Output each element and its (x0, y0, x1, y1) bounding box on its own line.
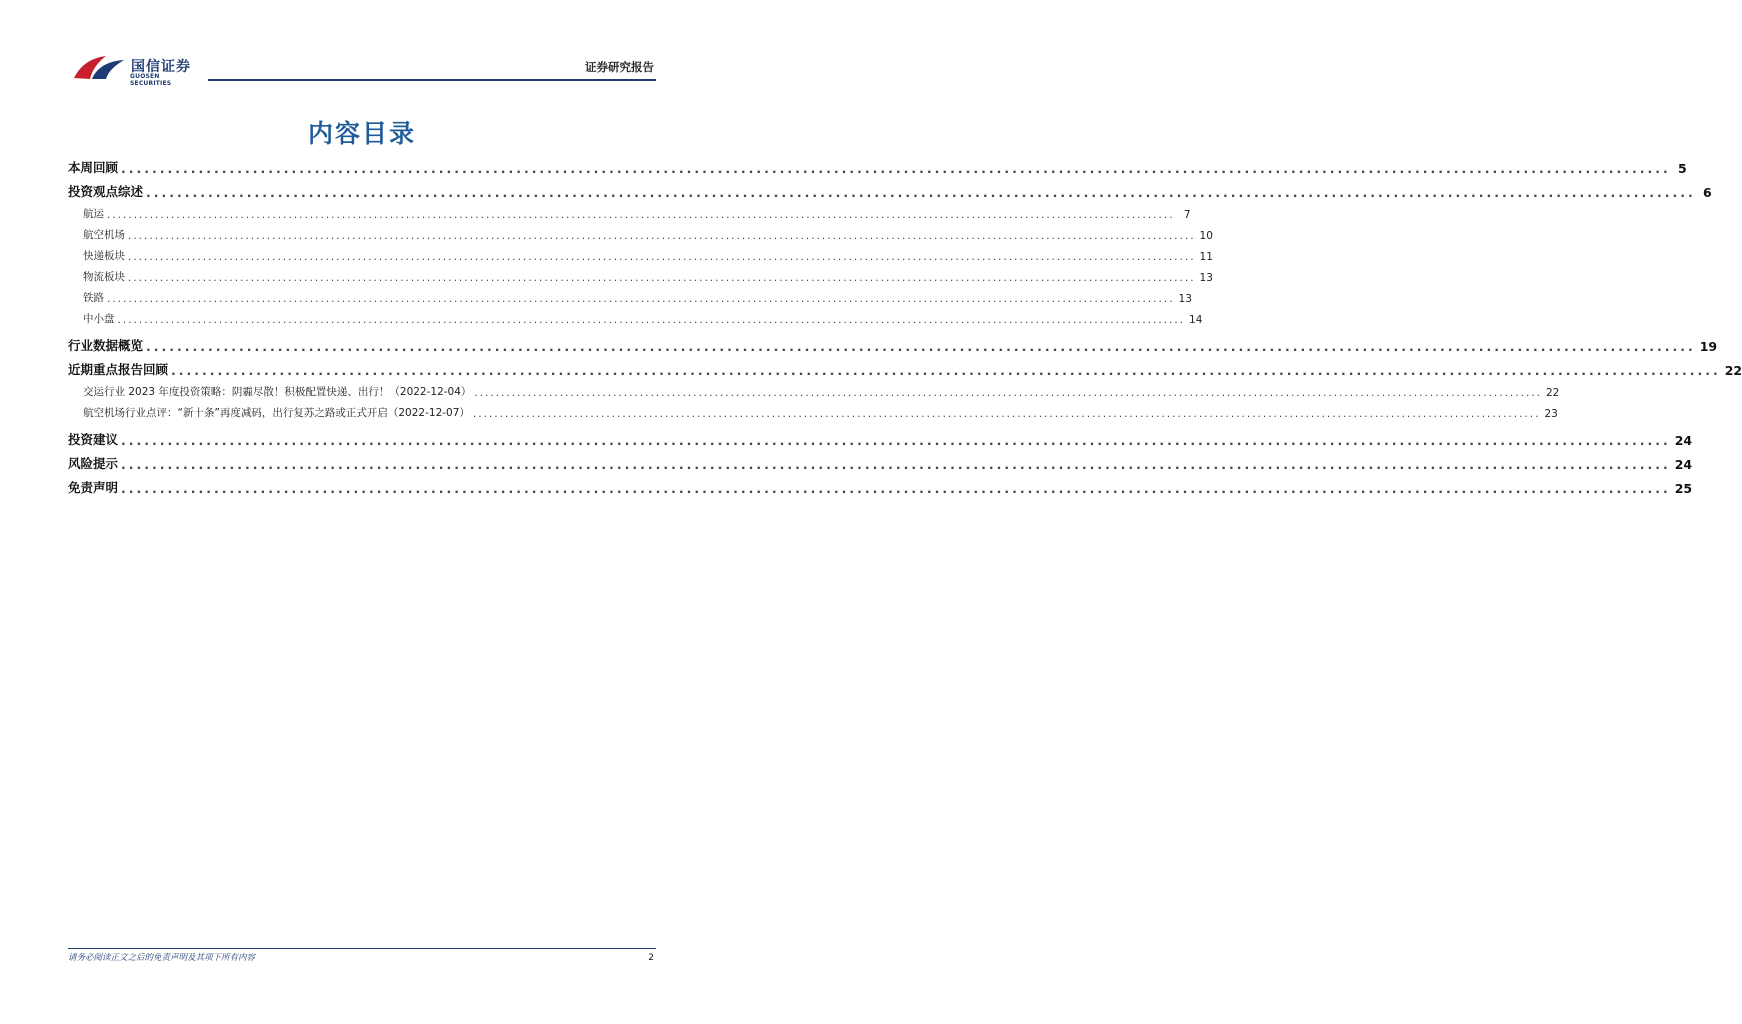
toc-leader-dots: ........................................................................................................................................................................................................ (472, 408, 1541, 420)
toc-entry-page: 14 (1189, 314, 1203, 326)
toc-entry-page: 5 (1678, 161, 1687, 176)
toc-title: 内容目录 (307, 119, 416, 148)
toc-entry-page: 22 (1724, 363, 1742, 378)
toc-leader-dots: ........................................................................................................................................................................................................ (146, 185, 1696, 200)
toc-subsection-entry[interactable] (68, 200, 1191, 221)
toc-subsection-entry[interactable] (68, 378, 1560, 399)
toc-leader-dots: ........................................................................................................................................................................................................ (128, 272, 1196, 284)
toc-leader-dots: ........................................................................................................................................................................................................ (121, 161, 1671, 176)
guosen-logo-icon (72, 52, 128, 82)
footer-divider (68, 948, 656, 949)
toc-entry-title: 航空机场行业点评：“新十条”再度减码，出行复苏之路或正式开启（2022-12-07） (83, 407, 470, 419)
toc-subsection-entry[interactable] (68, 221, 1213, 242)
toc-leader-dots: ........................................................................................................................................................................................................ (146, 339, 1696, 354)
toc-entry-page: 23 (1544, 408, 1558, 420)
toc-entry-title: 航空机场 (83, 229, 125, 241)
toc-entry-page: 6 (1703, 185, 1712, 200)
toc-leader-dots: ........................................................................................................................................................................................................ (171, 363, 1721, 378)
toc-leader-dots: ........................................................................................................................................................................................................ (128, 230, 1196, 242)
toc-entry-title: 本周回顾 (68, 160, 119, 175)
guosen-logo (72, 52, 202, 87)
toc-entry-title: 快递板块 (83, 250, 125, 262)
toc-leader-dots: ........................................................................................................................................................................................................ (474, 387, 1542, 399)
toc-section-entry[interactable] (68, 152, 1687, 176)
toc-entry-title: 物流板块 (83, 271, 125, 283)
toc-entry-title: 铁路 (83, 292, 104, 304)
toc-entry-title: 投资观点综述 (68, 184, 144, 199)
toc-subsection-entry[interactable] (68, 305, 1203, 326)
toc-leader-dots: ........................................................................................................................................................................................................ (117, 314, 1186, 326)
toc-subsection-entry[interactable] (68, 263, 1213, 284)
header-divider (208, 79, 656, 81)
toc-entry-title: 风险提示 (68, 456, 119, 471)
toc-leader-dots: ........................................................................................................................................................................................................ (107, 209, 1175, 221)
toc-section-entry[interactable] (68, 176, 1712, 200)
logo-chinese-name: 国信证券 (131, 59, 191, 75)
toc-subsection-entry[interactable] (68, 242, 1213, 263)
toc-leader-dots: ........................................................................................................................................................................................................ (107, 293, 1175, 305)
toc-entry-page: 13 (1178, 293, 1192, 305)
table-of-contents (68, 152, 1742, 496)
toc-subsection-entry[interactable] (68, 399, 1558, 420)
logo-english-name: GUOSEN SECURITIES (130, 73, 172, 87)
toc-entry-page: 24 (1674, 457, 1693, 472)
toc-section-entry[interactable] (68, 330, 1718, 354)
toc-leader-dots: ........................................................................................................................................................................................................ (121, 433, 1671, 448)
toc-entry-title: 投资建议 (68, 432, 119, 447)
toc-entry-page: 22 (1545, 387, 1560, 399)
toc-subsection-entry[interactable] (68, 284, 1192, 305)
toc-section-entry[interactable] (68, 448, 1693, 472)
page-number: 2 (648, 953, 654, 963)
toc-entry-page: 24 (1674, 433, 1693, 448)
page-header (68, 48, 656, 87)
toc-entry-page: 13 (1199, 272, 1213, 284)
toc-entry-page: 25 (1674, 481, 1693, 496)
toc-entry-page: 10 (1199, 230, 1213, 242)
toc-entry-title: 近期重点报告回顾 (68, 362, 169, 377)
toc-leader-dots: ........................................................................................................................................................................................................ (121, 481, 1671, 496)
toc-entry-title: 免责声明 (68, 480, 119, 495)
report-type-label: 证券研究报告 (585, 60, 654, 74)
toc-entry-page: 19 (1699, 339, 1718, 354)
toc-entry-title: 交运行业 2023 年度投资策略：阴霾尽散！积极配置快递、出行！（2022-12-04） (83, 386, 472, 398)
toc-entry-title: 中小盘 (83, 313, 115, 325)
toc-entry-title: 航运 (83, 208, 104, 220)
toc-section-entry[interactable] (68, 472, 1693, 496)
toc-entry-page: 11 (1199, 251, 1213, 263)
toc-leader-dots: ........................................................................................................................................................................................................ (128, 251, 1196, 263)
toc-entry-title: 行业数据概览 (68, 338, 144, 353)
toc-leader-dots: ........................................................................................................................................................................................................ (121, 457, 1671, 472)
toc-section-entry[interactable] (68, 424, 1693, 448)
footer-disclaimer: 请务必阅读正文之后的免责声明及其项下所有内容 (68, 953, 256, 963)
toc-section-entry[interactable] (68, 354, 1742, 378)
toc-entry-page: 7 (1183, 209, 1191, 221)
